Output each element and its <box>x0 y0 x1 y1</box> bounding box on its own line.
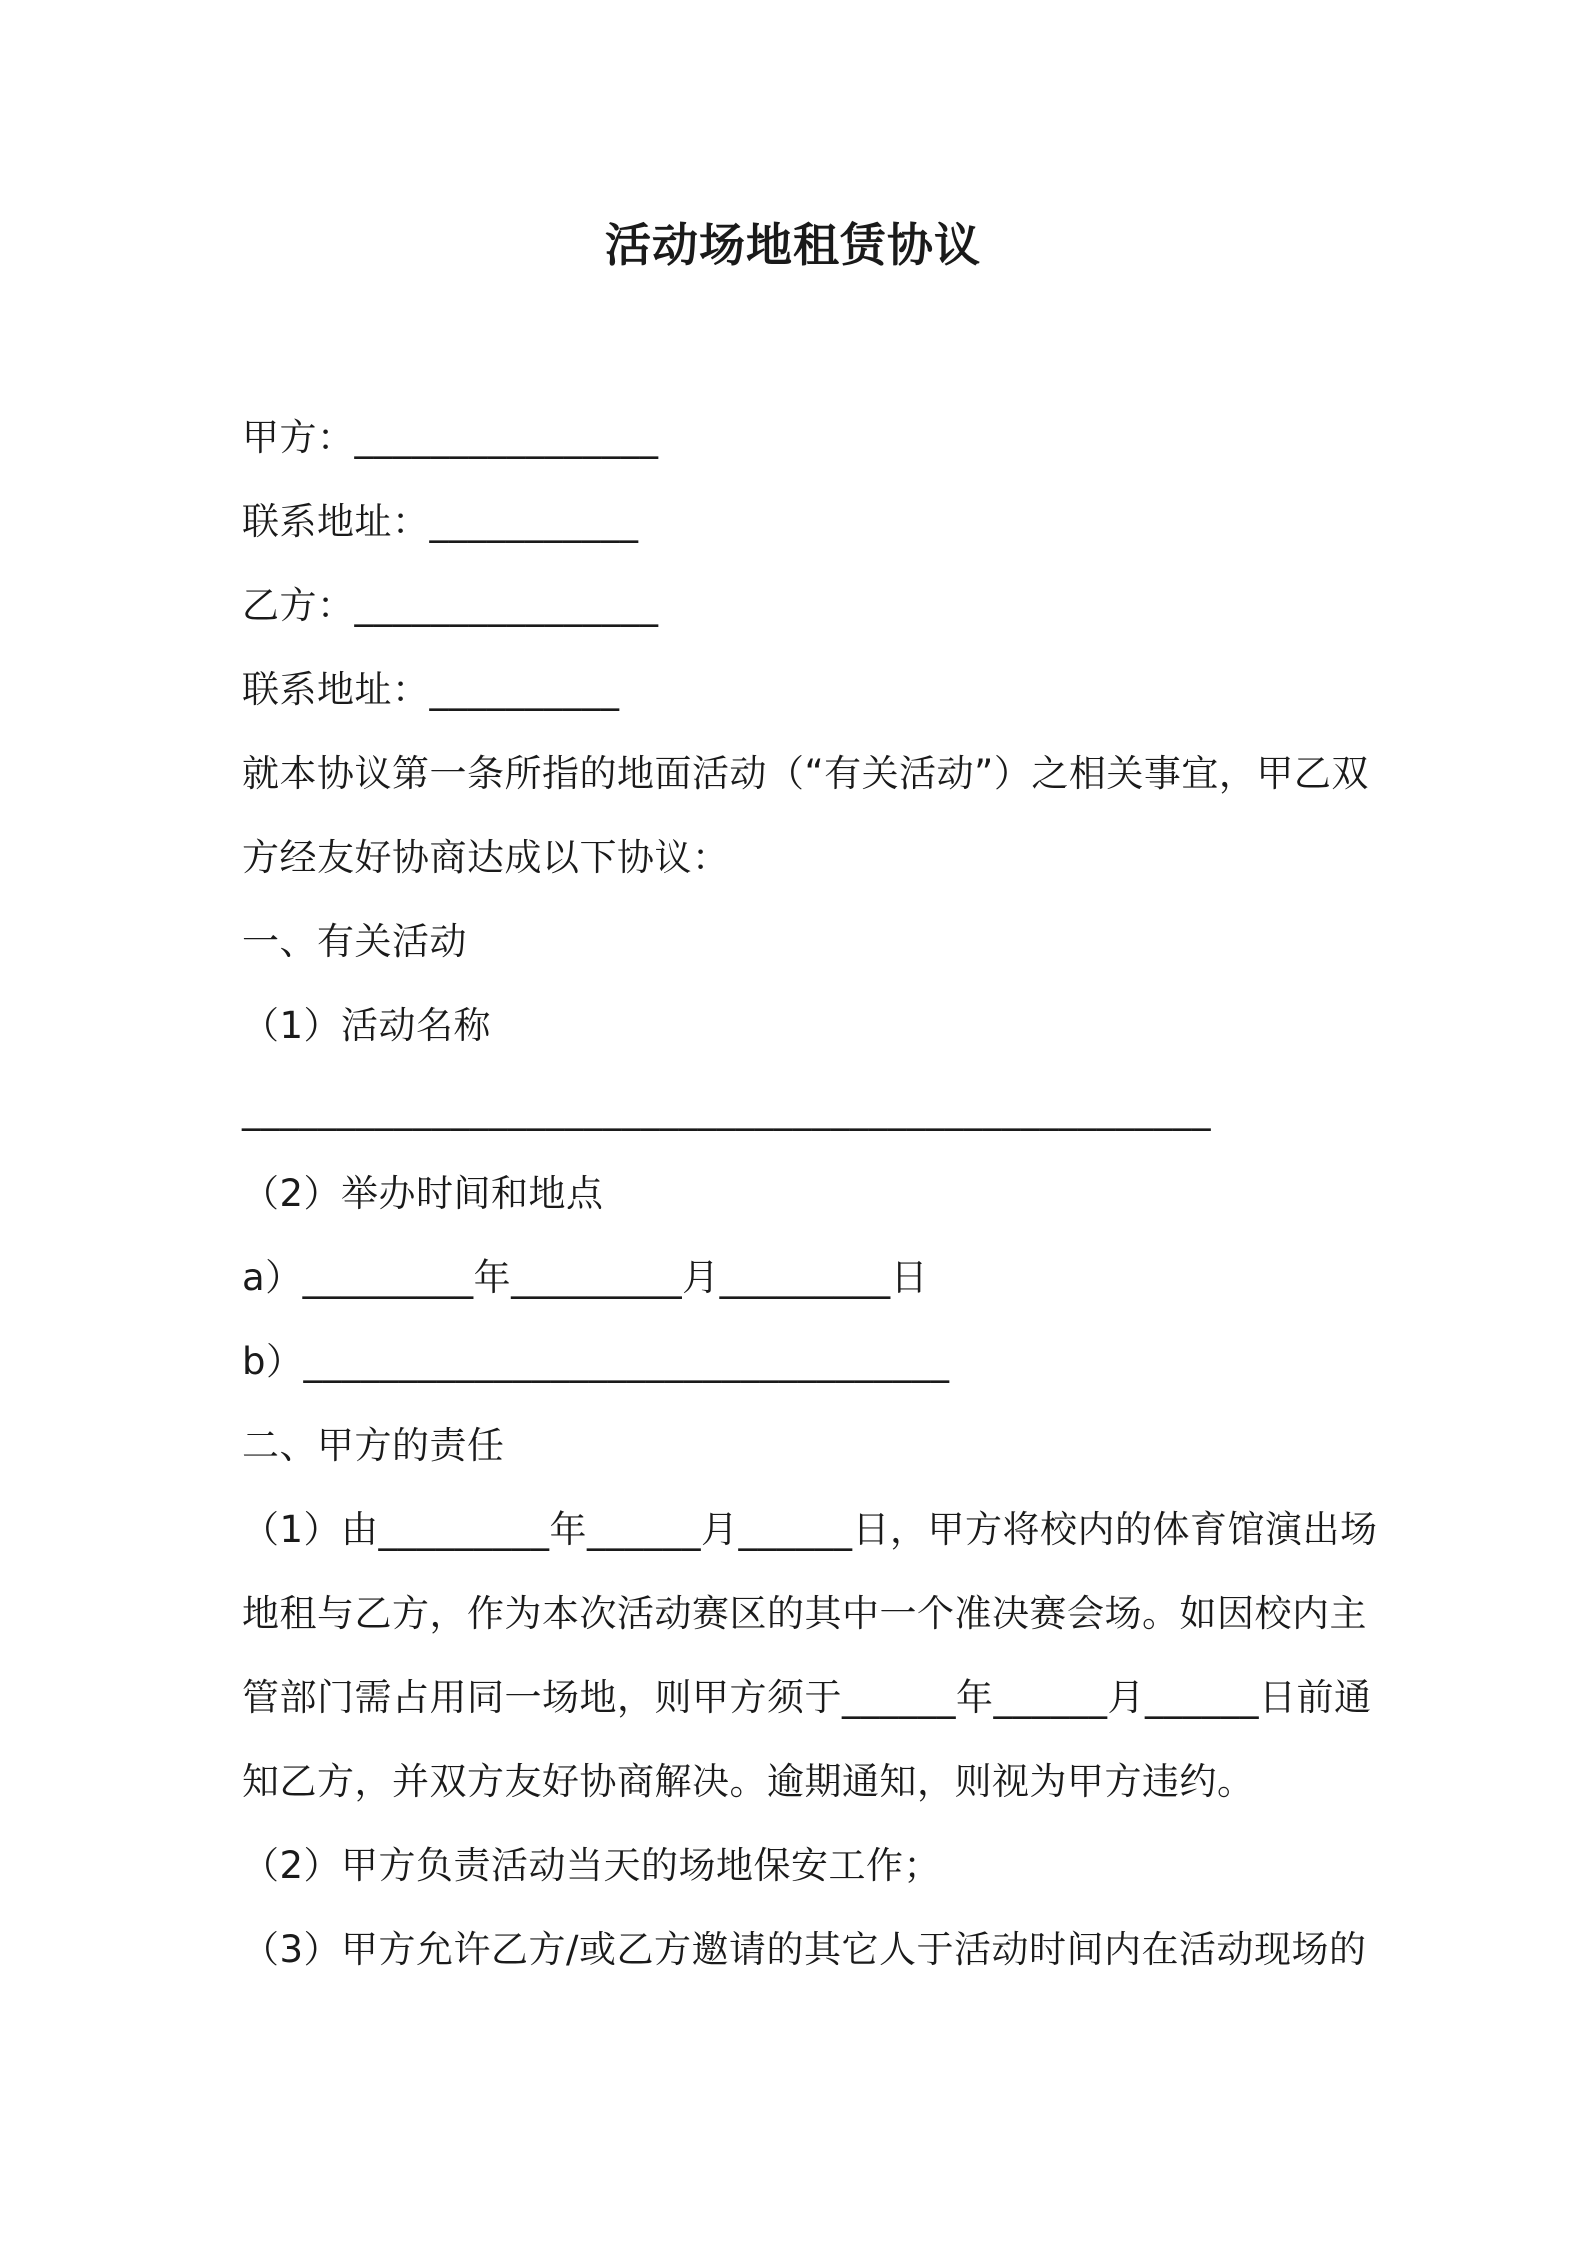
activity-name-blank: ___________________________________________________ <box>242 1088 1211 1131</box>
section-1-heading: 一、有关活动 <box>242 920 467 963</box>
intro-paragraph-line-1: 就本协议第一条所指的地面活动（“有关活动”）之相关事宜，甲乙双 <box>242 752 1369 795</box>
party-a-line: 甲方：________________ <box>242 416 659 459</box>
party-a-address-line: 联系地址：___________ <box>242 500 639 543</box>
clause-2-2: （2）甲方负责活动当天的场地保安工作； <box>242 1844 942 1887</box>
date-line-a: a）_________年_________月_________日 <box>242 1256 929 1299</box>
clause-2-1-line-2: 地租与乙方，作为本次活动赛区的其中一个准决赛会场。如因校内主 <box>242 1592 1367 1635</box>
document-title: 活动场地租赁协议 <box>605 218 981 272</box>
party-b-line: 乙方：________________ <box>242 584 659 627</box>
clause-2-1-line-1: （1）由_________年______月______日，甲方将校内的体育馆演出场 <box>242 1508 1378 1551</box>
place-line-b: b）__________________________________ <box>242 1340 950 1383</box>
activity-name-label: （1）活动名称 <box>242 1004 492 1047</box>
party-b-address-line: 联系地址：__________ <box>242 668 620 711</box>
clause-2-1-line-4: 知乙方，并双方友好协商解决。逾期通知，则视为甲方违约。 <box>242 1760 1255 1803</box>
section-2-heading: 二、甲方的责任 <box>242 1424 505 1467</box>
clause-2-3-line-1: （3）甲方允许乙方/或乙方邀请的其它人于活动时间内在活动现场的 <box>242 1928 1367 1971</box>
intro-paragraph-line-2: 方经友好协商达成以下协议： <box>242 836 730 879</box>
clause-2-1-line-3: 管部门需占用同一场地，则甲方须于______年______月______日前通 <box>242 1676 1372 1719</box>
time-place-label: （2）举办时间和地点 <box>242 1172 604 1215</box>
